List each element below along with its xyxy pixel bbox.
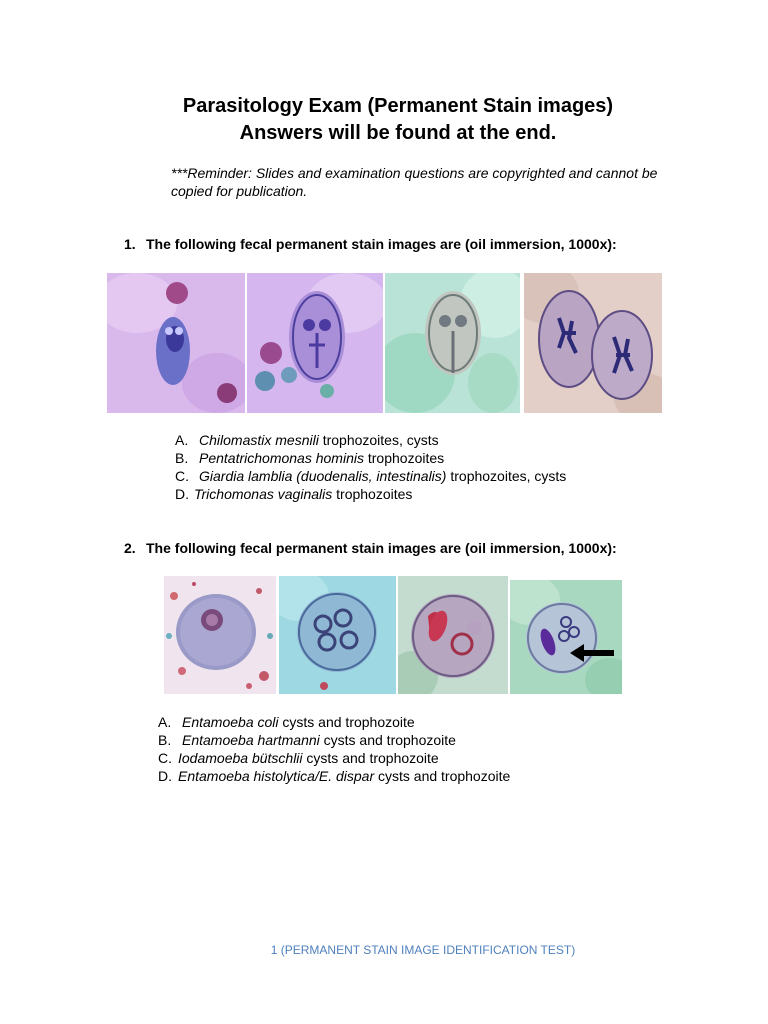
question-2-options	[158, 713, 510, 785]
option-name: Iodamoeba bütschlii	[178, 750, 303, 766]
option-letter: D.	[158, 768, 172, 784]
option-a	[158, 713, 510, 731]
option-name: Entamoeba coli	[182, 714, 279, 730]
option-stage: trophozoites, cysts	[446, 468, 567, 484]
option-letter: C.	[175, 468, 189, 484]
option-stage: cysts and trophozoite	[319, 732, 456, 748]
option-letter: A.	[158, 714, 172, 730]
q2-image-3	[398, 576, 508, 694]
option-name: Entamoeba hartmanni	[182, 732, 320, 748]
question-1-number: 1.	[124, 236, 136, 252]
option-c	[175, 467, 566, 485]
question-2-prompt: The following fecal permanent stain images are (oil immersion, 1000x):	[146, 540, 617, 556]
option-name: Entamoeba histolytica/E. dispar	[178, 768, 375, 784]
option-letter: B.	[158, 732, 172, 748]
option-name: Giardia lamblia (duodenalis, intestinalis)	[199, 468, 447, 484]
option-c	[158, 749, 510, 767]
option-name: Trichomonas vaginalis	[194, 486, 333, 502]
q1-image-4	[524, 273, 662, 413]
option-letter: C.	[158, 750, 172, 766]
q1-image-2	[247, 273, 383, 413]
option-letter: D.	[175, 486, 189, 502]
q2-image-1	[164, 576, 276, 694]
option-name: Chilomastix mesnili	[199, 432, 319, 448]
option-stage: trophozoites	[363, 450, 445, 466]
option-d	[175, 485, 566, 503]
option-stage: trophozoites	[332, 486, 413, 502]
option-letter: A.	[175, 432, 189, 448]
question-1-options	[175, 431, 566, 503]
q1-image-1	[107, 273, 245, 413]
option-a	[175, 431, 566, 449]
question-1-prompt: The following fecal permanent stain images are (oil immersion, 1000x):	[146, 236, 617, 252]
q1-image-3	[385, 273, 520, 413]
option-stage: cysts and trophozoite	[374, 768, 511, 784]
question-1	[124, 236, 617, 252]
option-stage: cysts and trophozoite	[302, 750, 439, 766]
q2-image-2	[279, 576, 396, 694]
question-2	[124, 540, 617, 556]
q2-image-4	[510, 580, 622, 694]
option-b	[158, 731, 510, 749]
option-stage: trophozoites, cysts	[318, 432, 439, 448]
page-footer: 1 (PERMANENT STAIN IMAGE IDENTIFICATION TEST)	[270, 943, 576, 957]
exam-subtitle: Answers will be found at the end.	[239, 122, 557, 144]
option-letter: B.	[175, 450, 189, 466]
question-2-number: 2.	[124, 540, 136, 556]
copyright-reminder: ***Reminder: Slides and examination questions are copyrighted and cannot be copied for publication.	[171, 165, 658, 199]
option-name: Pentatrichomonas hominis	[199, 450, 364, 466]
exam-title: Parasitology Exam (Permanent Stain images)	[182, 95, 614, 117]
option-stage: cysts and trophozoite	[278, 714, 415, 730]
option-d	[158, 767, 510, 785]
option-b	[175, 449, 566, 467]
